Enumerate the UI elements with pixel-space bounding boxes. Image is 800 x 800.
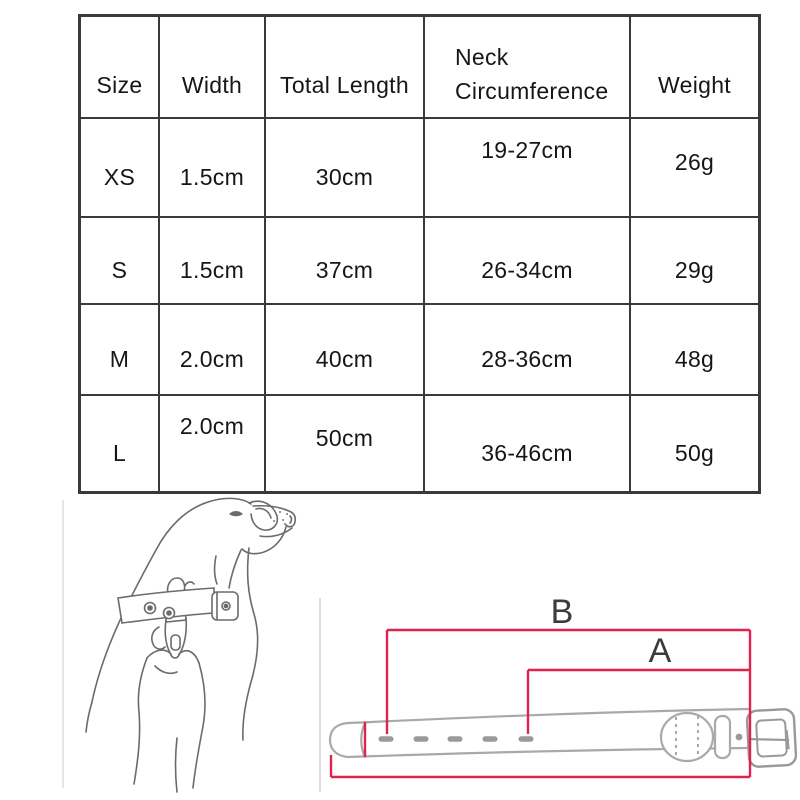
table-cell: M bbox=[81, 305, 160, 396]
table-cell: 50cm bbox=[266, 396, 425, 491]
table-cell: 30cm bbox=[266, 119, 425, 218]
size-table bbox=[78, 14, 761, 494]
column-header-weight: Weight bbox=[631, 17, 758, 119]
table-cell: 19-27cm bbox=[425, 119, 631, 218]
table-cell: 1.5cm bbox=[160, 218, 266, 305]
hand-sketch bbox=[134, 618, 205, 792]
table-cell: 50g bbox=[674, 440, 715, 466]
table-cell: XS bbox=[81, 119, 160, 218]
collar-keeper-loop bbox=[661, 713, 713, 761]
table-cell: 2.0cm bbox=[160, 305, 266, 396]
column-header-width: Width bbox=[160, 17, 266, 119]
label-a: A bbox=[648, 632, 672, 670]
dog-collar-fit-sketch bbox=[56, 486, 338, 798]
column-header-total-length: Total Length bbox=[266, 17, 425, 119]
table-cell: 36-46cm bbox=[425, 396, 631, 491]
table-cell: 48g bbox=[631, 305, 758, 396]
table-cell: 40cm bbox=[266, 305, 425, 396]
column-header-neck-circumference: Neck Circumference bbox=[425, 17, 631, 119]
strap-end-hole bbox=[736, 734, 743, 741]
table-cell: 29g bbox=[631, 218, 758, 305]
collar-holes bbox=[379, 736, 534, 742]
collar-buckle bbox=[747, 709, 797, 767]
column-header-size: Size bbox=[81, 17, 160, 119]
table-cell: S bbox=[81, 218, 160, 305]
label-b: B bbox=[550, 593, 574, 631]
dog-head-outline bbox=[86, 498, 295, 740]
table-cell: 28-36cm bbox=[425, 305, 631, 396]
collar-keeper-bar bbox=[715, 716, 730, 758]
table-cell: L bbox=[81, 396, 160, 491]
table-cell: 37cm bbox=[266, 218, 425, 305]
collar-measurement-diagram bbox=[318, 583, 800, 800]
table-cell: 26-34cm bbox=[425, 218, 631, 305]
dog-eye bbox=[229, 511, 243, 516]
table-cell: 2.0cm bbox=[160, 396, 266, 491]
table-cell: 26g bbox=[631, 119, 758, 218]
table-cell: 1.5cm bbox=[160, 119, 266, 218]
